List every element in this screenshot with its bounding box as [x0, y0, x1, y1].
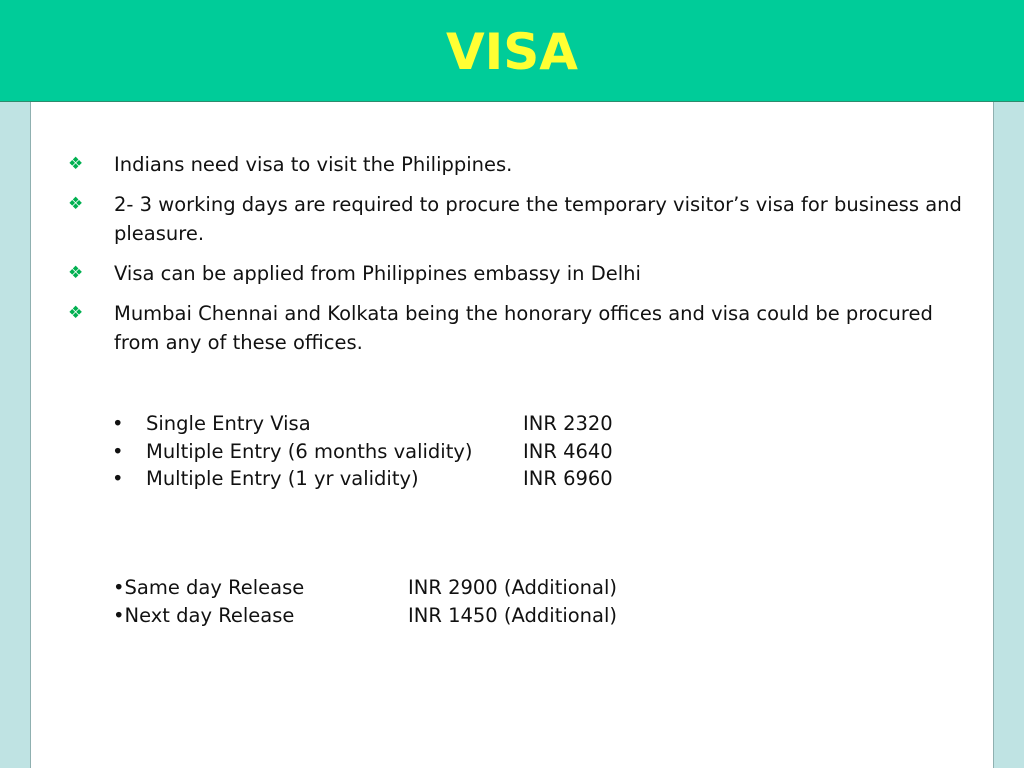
release-price: INR 1450 (Additional): [408, 604, 618, 627]
slide-title: VISA: [445, 23, 578, 81]
diamond-cluster-icon: ❖: [68, 303, 84, 323]
bullet-dot: •: [112, 412, 124, 435]
info-bullet-text: 2- 3 working days are required to procure the temporary visitor’s visa for business and pleasure.: [114, 193, 962, 245]
bullet-dot: •: [112, 439, 124, 463]
visa-type: Single Entry Visa: [146, 412, 311, 435]
visa-price: INR 2320: [523, 412, 613, 435]
info-bullet-text: Visa can be applied from Philippines embassy in Delhi: [114, 262, 641, 285]
visa-type: Multiple Entry (1 yr validity): [146, 467, 419, 490]
title-bar: [0, 0, 1024, 102]
diamond-cluster-icon: ❖: [68, 194, 84, 214]
bullet-dot: •: [112, 467, 124, 490]
info-bullet: [68, 150, 968, 179]
diamond-cluster-icon: ❖: [68, 154, 84, 174]
release-price: INR 2900 (Additional): [408, 576, 618, 599]
left-side-panel: [0, 102, 31, 768]
visa-price: INR 4640: [523, 439, 613, 463]
right-side-panel: [993, 102, 1024, 768]
info-bullet: [68, 259, 968, 288]
visa-type: Multiple Entry (6 months validity): [146, 439, 473, 463]
release-type: •Next day Release: [113, 604, 295, 627]
info-bullet: [68, 190, 968, 248]
info-bullet: [68, 299, 968, 357]
release-type: •Same day Release: [113, 576, 305, 599]
info-bullet-text: Indians need visa to visit the Philippines.: [114, 153, 513, 176]
visa-price: INR 6960: [523, 467, 613, 490]
info-bullet-list: [68, 150, 968, 368]
info-bullet-text: Mumbai Chennai and Kolkata being the honorary offices and visa could be procured from any of these offices.: [114, 302, 933, 354]
diamond-cluster-icon: ❖: [68, 263, 84, 283]
